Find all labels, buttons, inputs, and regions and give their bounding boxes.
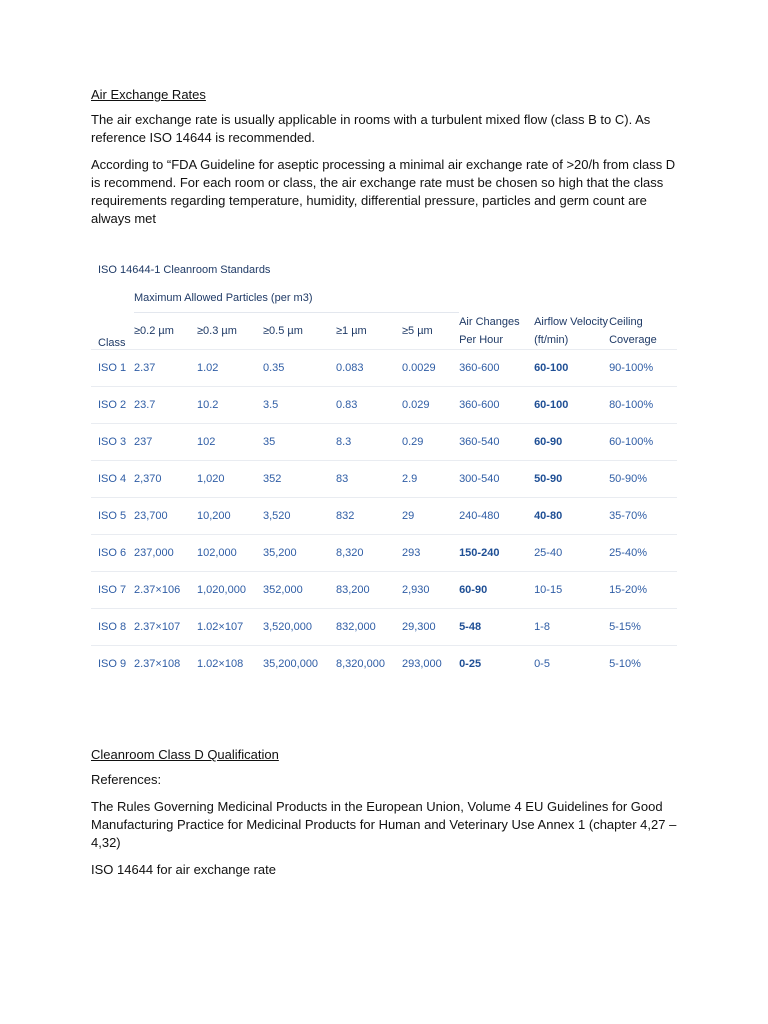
cell-size-0-5: 352 [263,461,336,498]
table-row [91,572,677,609]
cell-size-1: 0.83 [336,387,402,424]
cell-size-0-2: 23.7 [134,387,197,424]
reference-eu-gmp: The Rules Governing Medicinal Products in the European Union, Volume 4 EU Guidelines for Good Manufacturing Practice for Medicinal Products for Human and Veterinary Use Annex 1 (chapter 4,27 – 4,32) [91,799,677,850]
class-d-heading: Cleanroom Class D Qualification [91,747,279,762]
table-title: ISO 14644-1 Cleanroom Standards [98,264,271,276]
cell-size-1: 832,000 [336,609,402,646]
cell-size-0-2: 237,000 [134,535,197,572]
cell-size-0-3: 102,000 [197,535,263,572]
cell-size-0-5: 0.35 [263,350,336,387]
header-ceiling-coverage: Ceiling Coverage [609,316,657,346]
cleanroom-standards-table [91,286,677,682]
cell-class: ISO 1 [91,350,134,387]
cell-size-0-5: 35,200,000 [263,646,336,683]
cell-airflow-velocity: 60-100 [534,387,609,424]
cell-size-0-3: 1,020,000 [197,572,263,609]
header-size-0-5: ≥0.5 µm [263,325,303,337]
cell-ceiling-coverage: 15-20% [609,572,677,609]
cell-size-0-5: 352,000 [263,572,336,609]
cell-size-5: 0.29 [402,424,459,461]
table-row [91,609,677,646]
cell-size-0-2: 2.37×106 [134,572,197,609]
cell-airflow-velocity: 40-80 [534,498,609,535]
cell-airflow-velocity: 60-90 [534,424,609,461]
references-label: References: [91,772,162,787]
cell-size-5: 0.029 [402,387,459,424]
cell-size-5: 0.0029 [402,350,459,387]
cell-size-0-5: 35,200 [263,535,336,572]
cell-size-0-3: 102 [197,424,263,461]
cell-size-1: 83 [336,461,402,498]
cell-size-5: 29,300 [402,609,459,646]
cell-size-1: 832 [336,498,402,535]
cell-ceiling-coverage: 5-10% [609,646,677,683]
cell-size-0-2: 23,700 [134,498,197,535]
cell-size-0-2: 2.37×107 [134,609,197,646]
cell-size-0-2: 2,370 [134,461,197,498]
table-body [91,350,677,683]
table-row [91,350,677,387]
header-air-changes: Air Changes Per Hour [459,316,520,346]
cell-ceiling-coverage: 25-40% [609,535,677,572]
table-row [91,387,677,424]
cell-size-0-3: 1.02×107 [197,609,263,646]
cell-size-0-5: 3,520,000 [263,609,336,646]
cleanroom-standards-table-figure [91,264,677,682]
cell-size-5: 293 [402,535,459,572]
cell-size-1: 83,200 [336,572,402,609]
header-size-0-3: ≥0.3 µm [197,325,237,337]
cell-size-1: 8,320,000 [336,646,402,683]
cell-air-changes: 0-25 [459,646,534,683]
cell-size-0-3: 1,020 [197,461,263,498]
cell-size-0-3: 1.02 [197,350,263,387]
cell-size-0-2: 2.37×108 [134,646,197,683]
cell-airflow-velocity: 50-90 [534,461,609,498]
cell-airflow-velocity: 25-40 [534,535,609,572]
cell-class: ISO 8 [91,609,134,646]
document-page [91,86,681,888]
table-row [91,646,677,683]
cell-ceiling-coverage: 50-90% [609,461,677,498]
cell-class: ISO 5 [91,498,134,535]
header-class: Class [98,337,126,349]
cell-ceiling-coverage: 60-100% [609,424,677,461]
cell-size-0-5: 3,520 [263,498,336,535]
header-size-1: ≥1 µm [336,325,367,337]
air-exchange-heading: Air Exchange Rates [91,87,206,102]
table-row [91,424,677,461]
cell-air-changes: 5-48 [459,609,534,646]
cell-air-changes: 360-540 [459,424,534,461]
cell-airflow-velocity: 1-8 [534,609,609,646]
cell-class: ISO 2 [91,387,134,424]
cell-ceiling-coverage: 80-100% [609,387,677,424]
cell-air-changes: 360-600 [459,350,534,387]
cell-size-1: 8,320 [336,535,402,572]
cell-size-5: 2.9 [402,461,459,498]
cell-size-0-3: 10.2 [197,387,263,424]
cell-class: ISO 9 [91,646,134,683]
cell-airflow-velocity: 0-5 [534,646,609,683]
cell-airflow-velocity: 10-15 [534,572,609,609]
cell-air-changes: 360-600 [459,387,534,424]
cell-size-5: 2,930 [402,572,459,609]
cell-ceiling-coverage: 35-70% [609,498,677,535]
cell-air-changes: 150-240 [459,535,534,572]
table-row [91,461,677,498]
cell-ceiling-coverage: 90-100% [609,350,677,387]
cell-size-0-5: 35 [263,424,336,461]
cell-size-0-3: 10,200 [197,498,263,535]
cell-size-1: 8.3 [336,424,402,461]
header-airflow-velocity: Airflow Velocity (ft/min) [534,316,609,346]
cell-air-changes: 300-540 [459,461,534,498]
table-row [91,535,677,572]
air-exchange-paragraph-1: The air exchange rate is usually applicable in rooms with a turbulent mixed flow (class B to C). As reference ISO 14644 is recommended. [91,112,651,145]
cell-air-changes: 60-90 [459,572,534,609]
cell-class: ISO 4 [91,461,134,498]
cell-size-5: 29 [402,498,459,535]
cell-size-1: 0.083 [336,350,402,387]
cell-size-5: 293,000 [402,646,459,683]
header-particles-group: Maximum Allowed Particles (per m3) [134,286,459,313]
cell-size-0-5: 3.5 [263,387,336,424]
cell-size-0-2: 2.37 [134,350,197,387]
cell-class: ISO 6 [91,535,134,572]
cell-class: ISO 3 [91,424,134,461]
air-exchange-paragraph-2: According to “FDA Guideline for aseptic processing a minimal air exchange rate of >20/h from class D is recommend. For each room or class, the air exchange rate must be chosen so high that the class requirements regarding temperature, humidity, differential pressure, particles and germ count are always met [91,157,676,226]
cell-size-0-2: 237 [134,424,197,461]
cell-airflow-velocity: 60-100 [534,350,609,387]
cell-ceiling-coverage: 5-15% [609,609,677,646]
cell-class: ISO 7 [91,572,134,609]
header-size-0-2: ≥0.2 µm [134,325,174,337]
cell-air-changes: 240-480 [459,498,534,535]
class-d-section [91,746,681,879]
header-size-5: ≥5 µm [402,325,433,337]
reference-iso-14644: ISO 14644 for air exchange rate [91,862,277,877]
cell-size-0-3: 1.02×108 [197,646,263,683]
table-row [91,498,677,535]
